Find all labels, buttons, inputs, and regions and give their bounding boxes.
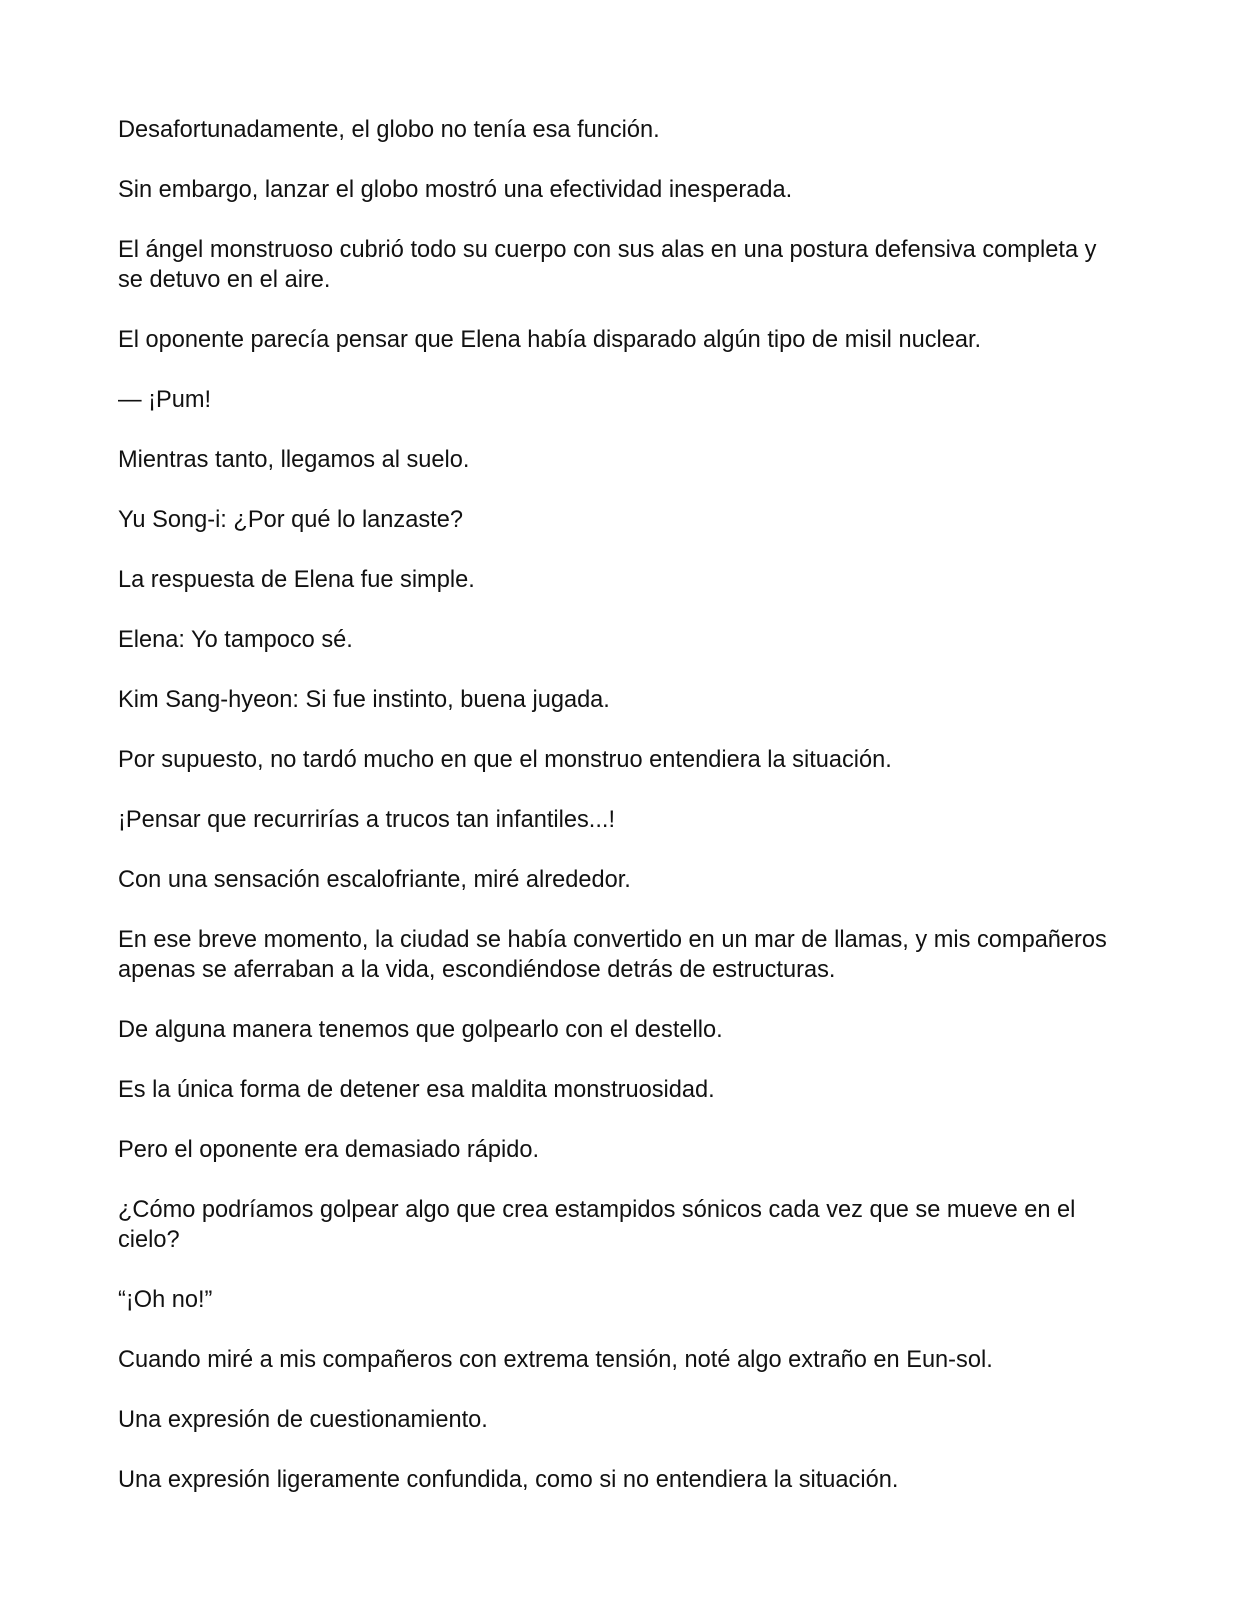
paragraph: Pero el oponente era demasiado rápido. (118, 1137, 540, 1163)
paragraph: Elena: Yo tampoco sé. (118, 627, 353, 653)
paragraph: ¿Cómo podríamos golpear algo que crea estampidos sónicos cada vez que se mueve en el cielo? (118, 1197, 1076, 1253)
paragraph: Cuando miré a mis compañeros con extrema tensión, noté algo extraño en Eun-sol. (118, 1347, 993, 1373)
paragraph: El oponente parecía pensar que Elena había disparado algún tipo de misil nuclear. (118, 327, 982, 353)
paragraph: Yu Song-i: ¿Por qué lo lanzaste? (118, 507, 463, 533)
paragraph: Una expresión ligeramente confundida, como si no entendiera la situación. (118, 1467, 899, 1493)
paragraph: Kim Sang-hyeon: Si fue instinto, buena jugada. (118, 687, 610, 713)
paragraph: El ángel monstruoso cubrió todo su cuerpo con sus alas en una postura defensiva completa y se detuvo en el aire. (118, 237, 1097, 293)
paragraph: Mientras tanto, llegamos al suelo. (118, 447, 470, 473)
paragraph: La respuesta de Elena fue simple. (118, 567, 475, 593)
paragraph: — ¡Pum! (118, 387, 212, 413)
paragraph: Una expresión de cuestionamiento. (118, 1407, 488, 1433)
document-body (118, 115, 1118, 1525)
paragraph: Con una sensación escalofriante, miré alrededor. (118, 867, 631, 893)
paragraph: “¡Oh no!” (118, 1287, 213, 1313)
paragraph: De alguna manera tenemos que golpearlo con el destello. (118, 1017, 723, 1043)
paragraph: En ese breve momento, la ciudad se había convertido en un mar de llamas, y mis compañeros apenas se aferraban a la vida, escondiéndose detrás de estructuras. (118, 927, 1107, 983)
paragraph: Desafortunadamente, el globo no tenía esa función. (118, 117, 660, 143)
paragraph: Sin embargo, lanzar el globo mostró una efectividad inesperada. (118, 177, 793, 203)
paragraph: Es la única forma de detener esa maldita monstruosidad. (118, 1077, 715, 1103)
paragraph: ¡Pensar que recurrirías a trucos tan infantiles...! (118, 807, 616, 833)
paragraph: Por supuesto, no tardó mucho en que el monstruo entendiera la situación. (118, 747, 892, 773)
